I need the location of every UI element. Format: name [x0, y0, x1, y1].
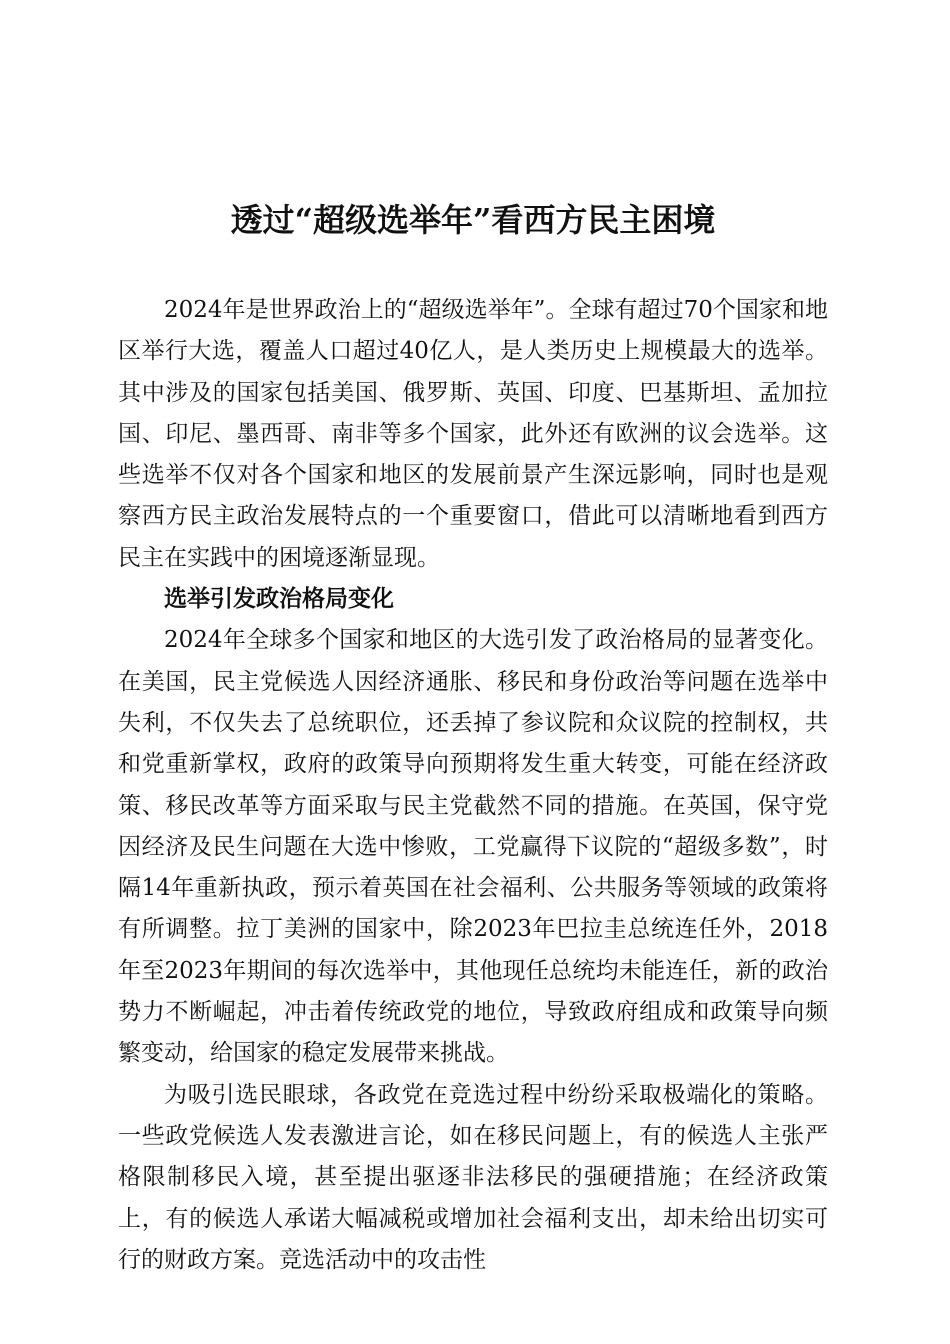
document-body: [118, 290, 828, 1281]
section-paragraph: 为吸引选民眼球，各政党在竞选过程中纷纷采取极端化的策略。一些政党候选人发表激进言论，如在移民问题上，有的候选人主张严格限制移民入境，甚至提出驱逐非法移民的强硬措施；在经济政策上，有的候选人承诺大幅减税或增加社会福利支出，却未给出切实可行的财政方案。竞选活动中的攻击性: [118, 1081, 828, 1273]
intro-paragraph: 2024年是世界政治上的“超级选举年”。全球有超过70个国家和地区举行大选，覆盖人口超过40亿人，是人类历史上规模最大的选举。其中涉及的国家包括美国、俄罗斯、英国、印度、巴基斯坦、孟加拉国、印尼、墨西哥、南非等多个国家，此外还有欧洲的议会选举。这些选举不仅对各个国家和地区的发展前景产生深远影响，同时也是观察西方民主政治发展特点的一个重要窗口，借此可以清晰地看到西方民主在实践中的困境逐渐显现。: [118, 297, 828, 571]
document-page: [118, 190, 828, 1281]
section-heading: 选举引发政治格局变化: [164, 586, 394, 613]
document-title: 透过“超级选举年”看西方民主困境: [230, 201, 716, 239]
section-paragraph: 2024年全球多个国家和地区的大选引发了政治格局的显著变化。在美国，民主党候选人因经济通胀、移民和身份政治等问题在选举中失利，不仅失去了总统职位，还丢掉了参议院和众议院的控制权，共和党重新掌权，政府的政策导向预期将发生重大转变，可能在经济政策、移民改革等方面采取与民主党截然不同的措施。在英国，保守党因经济及民生问题在大选中惨败，工党赢得下议院的“超级多数”，时隔14年重新执政，预示着英国在社会福利、公共服务等领域的政策将有所调整。拉丁美洲的国家中，除2023年巴拉圭总统连任外，2018年至2023年期间的每次选举中，其他现任总统均未能连任，新的政治势力不断崛起，冲击着传统政党的地位，导致政府组成和政策导向频繁变动，给国家的稳定发展带来挑战。: [118, 627, 828, 1067]
